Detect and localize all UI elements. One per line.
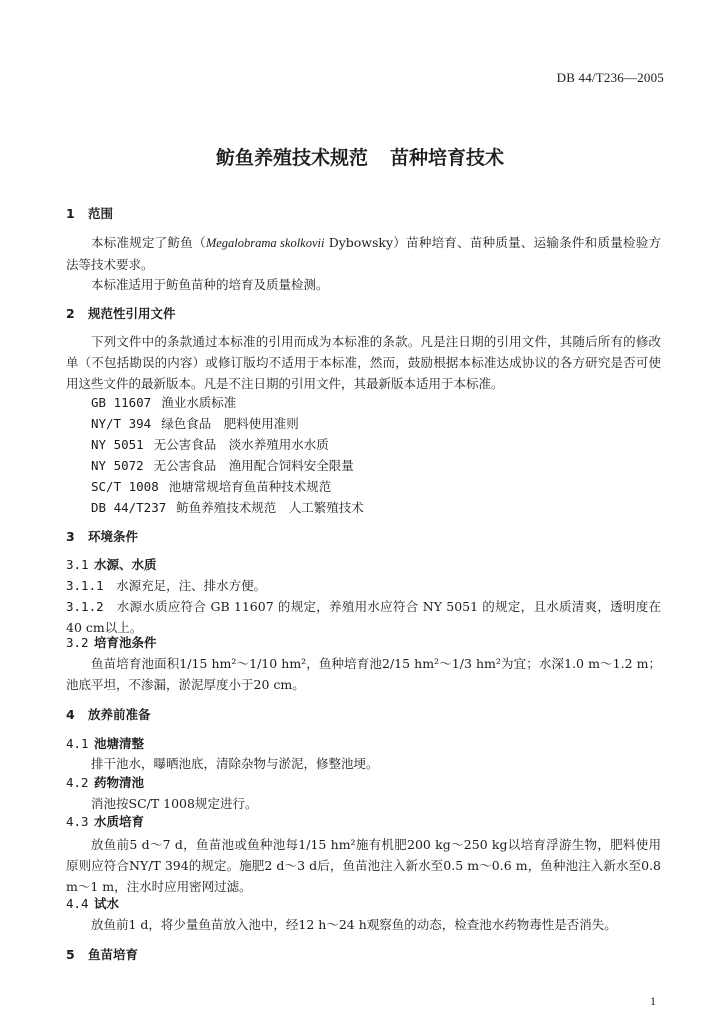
subsection-4-4-heading: 4.4 试水 [66,896,120,911]
subsection-3-2-text: 鱼苗培育池面积1/15 hm²～1/10 hm²，鱼种培育池2/15 hm²～1/3 hm²为宜；水深1.0 m～1.2 m；池底平坦，不渗漏，淤泥厚度小于20 cm。 [66,656,661,692]
subsection-4-2-heading: 4.2 药物清池 [66,775,145,790]
latin-species-name: Megalobrama skolkovii [205,236,325,250]
standard-number: DB 44/T236—2005 [556,70,664,85]
reference-item: SC/T 1008 池塘常规培育鱼苗种技术规范 [91,479,332,494]
section-4-heading: 4 放养前准备 [66,707,151,722]
reference-item: NY 5051 无公害食品 淡水养殖用水水质 [91,437,329,452]
subsection-4-1-heading: 4.1 池塘清整 [66,736,145,751]
section-title: 范围 [88,206,114,221]
title-main: 鲂鱼养殖技术规范 [215,147,368,169]
reference-item: NY 5072 无公害食品 渔用配合饲料安全限量 [91,458,354,473]
subsection-4-3-text: 放鱼前5 d～7 d，鱼苗池或鱼种池每1/15 hm²施有机肥200 kg～250 kg以培育浮游生物，肥料使用原则应符合NY/T 394的规定。施肥2 d～3 d后，鱼苗池注入新水至0.5 m～0.6 m，鱼种池注入新水至0.8 m～1 m，注水时应用密网过滤。 [66,837,661,894]
section-title: 规范性引用文件 [88,306,176,321]
reference-item: NY/T 394 绿色食品 肥料使用准则 [91,416,299,431]
document-title [0,143,720,170]
section-2-intro: 下列文件中的条款通过本标准的引用而成为本标准的条款。凡是注日期的引用文件，其随后所有的修改单（不包括勘误的内容）或修订版均不适用于本标准，然而，鼓励根据本标准达成协议的各方研究是否可使用这些文件的最新版本。凡是不注日期的引用文件，其最新版本适用于本标准。 [66,334,661,391]
clause-3-1-1: 3.1.1 水源充足，注、排水方便。 [66,578,267,593]
subsection-4-3-heading: 4.3 水质培育 [66,814,145,829]
clause-3-1-2: 3.1.2 水源水质应符合 GB 11607 的规定，养殖用水应符合 NY 5051 的规定，且水质清爽，透明度在40 cm以上。 [66,599,661,635]
section-1-paragraph-2: 本标准适用于鲂鱼苗种的培育及质量检测。 [91,277,329,292]
section-1-paragraph-1: 本标准规定了鲂鱼（Megalobrama skolkovii Dybowsky）苗种培育、苗种质量、运输条件和质量检验方法等技术要求。 [66,235,661,272]
section-number: 1 [66,206,75,221]
subsection-3-1-heading: 3.1 水源、水质 [66,557,157,572]
section-5-heading: 5 鱼苗培育 [66,947,139,962]
subsection-4-4-text: 放鱼前1 d，将少量鱼苗放入池中，经12 h～24 h观察鱼的动态，检查池水药物毒性是否消失。 [91,917,617,932]
section-2-heading [66,303,661,324]
page-number: 1 [650,994,656,1008]
subsection-3-2-heading: 3.2 培育池条件 [66,635,157,650]
reference-item: GB 11607 渔业水质标准 [91,395,237,410]
subsection-4-2-text: 消池按SC/T 1008规定进行。 [91,796,258,811]
reference-item: DB 44/T237 鲂鱼养殖技术规范 人工繁殖技术 [91,500,364,515]
section-number: 2 [66,306,75,321]
section-1-heading [66,203,661,224]
title-sub: 苗种培育技术 [390,147,505,169]
section-3-heading: 3 环境条件 [66,529,139,544]
subsection-4-1-text: 排干池水，曝晒池底，清除杂物与淤泥，修整池埂。 [91,756,379,771]
